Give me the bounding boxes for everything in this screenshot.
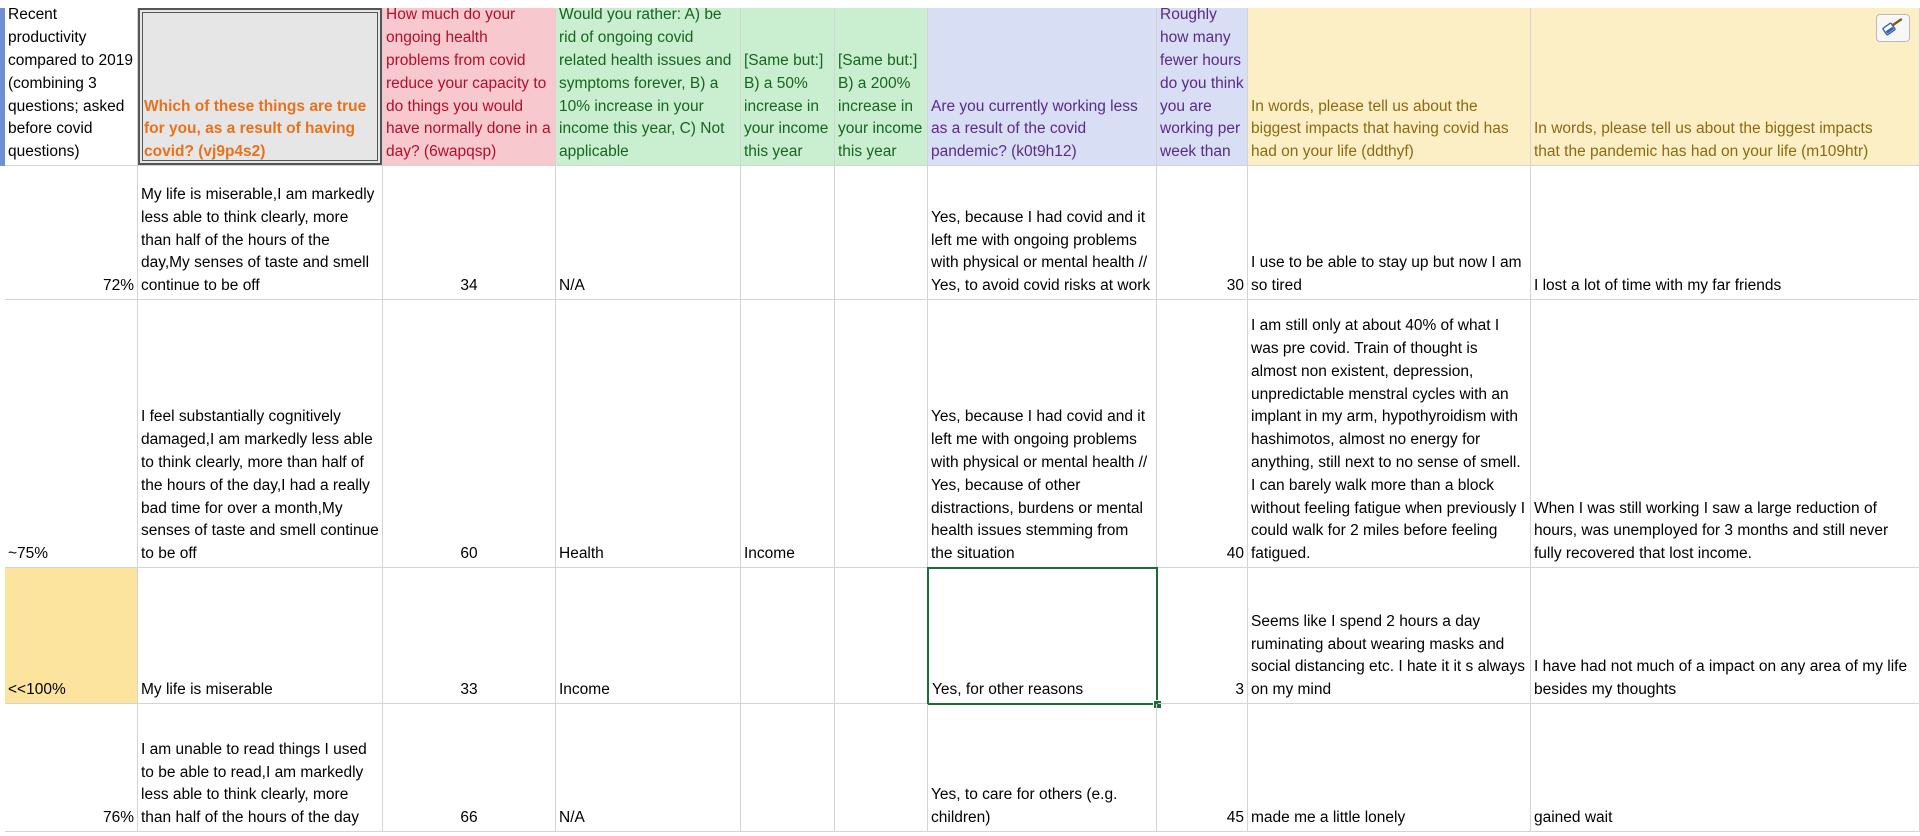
cell-text: made me a little lonely: [1251, 809, 1406, 827]
cell-row3-f[interactable]: [835, 568, 928, 704]
cell-text: 76%: [102, 809, 134, 827]
cell-text: <<100%: [8, 681, 66, 699]
cell-text: 33: [460, 681, 478, 699]
cell-text: 3: [1235, 681, 1244, 699]
cell-row4-i[interactable]: [1248, 704, 1531, 832]
cell-text: Yes, to care for others (e.g. children): [931, 786, 1118, 827]
cell-text: Yes, because I had covid and it left me with ongoing problems with physical or mental health // Yes, because of other distractions, burdens or mental health issues stemming from the situation: [931, 408, 1148, 563]
cell-row2-a[interactable]: [5, 300, 138, 568]
header-cell-i[interactable]: [1248, 8, 1531, 166]
format-painter-button[interactable]: [1876, 14, 1910, 42]
header-cell-c[interactable]: [383, 8, 556, 166]
cell-text: 40: [1226, 545, 1244, 563]
cell-row3-i[interactable]: [1248, 568, 1531, 704]
cell-row1-j[interactable]: [1531, 166, 1920, 300]
cell-row1-g[interactable]: [928, 166, 1157, 300]
cell-row1-d[interactable]: [556, 166, 741, 300]
cell-text: I use to be able to stay up but now I am so tired: [1251, 254, 1522, 295]
cell-text: Income: [559, 681, 610, 699]
header-cell-d[interactable]: [556, 8, 741, 166]
cell-text: 30: [1226, 277, 1244, 295]
cell-row2-j[interactable]: [1531, 300, 1920, 568]
cell-row1-c[interactable]: [383, 166, 556, 300]
cell-row3-c[interactable]: [383, 568, 556, 704]
cell-row3-h[interactable]: [1158, 568, 1248, 704]
cell-row4-a[interactable]: [5, 704, 138, 832]
header-cell-j[interactable]: [1531, 8, 1920, 166]
cell-row2-b[interactable]: [138, 300, 383, 568]
header-text: In words, please tell us about the biggest impacts that the pandemic has had on your life (m109htr): [1534, 120, 1873, 161]
header-cell-f[interactable]: [835, 8, 928, 166]
header-cell-b[interactable]: [138, 8, 383, 166]
cell-text: 66: [460, 809, 478, 827]
header-text: Roughly how many fewer hours do you think you are working per week than: [1160, 8, 1244, 161]
cell-text: I have had not much of a impact on any area of my life besides my thoughts: [1534, 658, 1908, 699]
cell-row4-c[interactable]: [383, 704, 556, 832]
cell-row2-i[interactable]: [1248, 300, 1531, 568]
header-text: Recent productivity compared to 2019 (combining 3 questions; asked before covid questions): [8, 8, 133, 161]
cell-text: I am unable to read things I used to be able to read,I am markedly less able to think clearly, more than half of the hours of the day: [141, 740, 367, 827]
header-text: Would you rather: A) be rid of ongoing covid related health issues and symptoms forever, B) a 10% increase in your income this year, C) Not applicable: [559, 8, 732, 161]
cell-row1-h[interactable]: [1157, 166, 1248, 300]
cell-row2-g[interactable]: [928, 300, 1157, 568]
cell-row3-d[interactable]: [556, 568, 741, 704]
cell-row1-f[interactable]: [835, 166, 928, 300]
cell-text: My life is miserable,I am markedly less able to think clearly, more than half of the hours of the day,My senses of taste and smell continue to be off: [141, 186, 375, 295]
cell-text: I am still only at about 40% of what I was pre covid. Train of thought is almost non existent, depression, unpredictable menstral cycles with an implant in my arm, hypothyroidism with hashimotos, almost no energy for anything, still next to no sense of smell. I can barely walk more than a block without feeling fatigue when previously I could walk for 2 miles before feeling fatigued.: [1251, 317, 1525, 563]
cell-text: Yes, because I had covid and it left me with ongoing problems with physical or mental health // Yes, to avoid covid risks at work: [931, 208, 1151, 295]
cell-text: N/A: [559, 277, 585, 295]
paintbrush-icon: [1882, 18, 1904, 38]
cell-row4-b[interactable]: [138, 704, 383, 832]
cell-row3-e[interactable]: [741, 568, 835, 704]
cell-text: 72%: [102, 277, 134, 295]
cell-row4-d[interactable]: [556, 704, 741, 832]
cell-row3-g-active[interactable]: [927, 567, 1158, 705]
cell-row2-c[interactable]: [383, 300, 556, 568]
header-text: Which of these things are true for you, as a result of having covid? (vj9p4s2): [144, 97, 367, 161]
cell-row4-h[interactable]: [1157, 704, 1248, 832]
cell-text: 34: [460, 277, 478, 295]
cell-row2-d[interactable]: [556, 300, 741, 568]
cell-row1-a[interactable]: [5, 166, 138, 300]
cell-row1-i[interactable]: [1248, 166, 1531, 300]
header-cell-g[interactable]: [928, 8, 1157, 166]
header-text: [Same but:] B) a 50% increase in your income this year: [744, 52, 829, 161]
cell-text: Seems like I spend 2 hours a day ruminating about wearing masks and social distancing etc. I hate it it s always on my mind: [1251, 612, 1525, 699]
cell-text: When I was still working I saw a large reduction of hours, was unemployed for 3 months and still never fully recovered that lost income.: [1534, 499, 1889, 563]
cell-row2-e[interactable]: [741, 300, 835, 568]
cell-row3-b[interactable]: [138, 568, 383, 704]
cell-row4-g[interactable]: [928, 704, 1157, 832]
header-text: How much do your ongoing health problems from covid reduce your capacity to do things you would have normally done in a day? (6wapqsp): [386, 8, 551, 161]
top-strip: [0, 0, 1920, 8]
cell-text: My life is miserable: [141, 681, 273, 699]
cell-text: Income: [744, 545, 795, 563]
cell-text: 45: [1226, 809, 1244, 827]
cell-text: 60: [460, 545, 478, 563]
header-text: [Same but:] B) a 200% increase in your income this year: [838, 52, 923, 161]
cell-text: I lost a lot of time with my far friends: [1534, 277, 1782, 295]
cell-text: gained wait: [1534, 809, 1613, 827]
cell-row3-j[interactable]: [1531, 568, 1920, 704]
cell-row1-e[interactable]: [741, 166, 835, 300]
cell-row2-h[interactable]: [1157, 300, 1248, 568]
header-text: Are you currently working less as a result of the covid pandemic? (k0t9h12): [931, 97, 1138, 161]
cell-text: I feel substantially cognitively damaged,I am markedly less able to think clearly, more than half of the hours of the day,I had a really bad time for over a month,My senses of taste and smell continue to be off: [141, 408, 379, 563]
header-text: In words, please tell us about the biggest impacts that having covid has had on your life (ddthyf): [1251, 97, 1509, 161]
cell-text: Health: [559, 545, 604, 563]
header-cell-h[interactable]: [1157, 8, 1248, 166]
header-cell-a[interactable]: [5, 8, 138, 166]
cell-text: ~75%: [8, 545, 49, 563]
cell-row4-f[interactable]: [835, 704, 928, 832]
cell-row2-f[interactable]: [835, 300, 928, 568]
cell-row3-a[interactable]: [5, 568, 138, 704]
cell-row1-b[interactable]: [138, 166, 383, 300]
cell-text: Yes, for other reasons: [932, 681, 1084, 699]
cell-row4-j[interactable]: [1531, 704, 1920, 832]
cell-row4-e[interactable]: [741, 704, 835, 832]
cell-text: N/A: [559, 809, 585, 827]
header-cell-e[interactable]: [741, 8, 835, 166]
